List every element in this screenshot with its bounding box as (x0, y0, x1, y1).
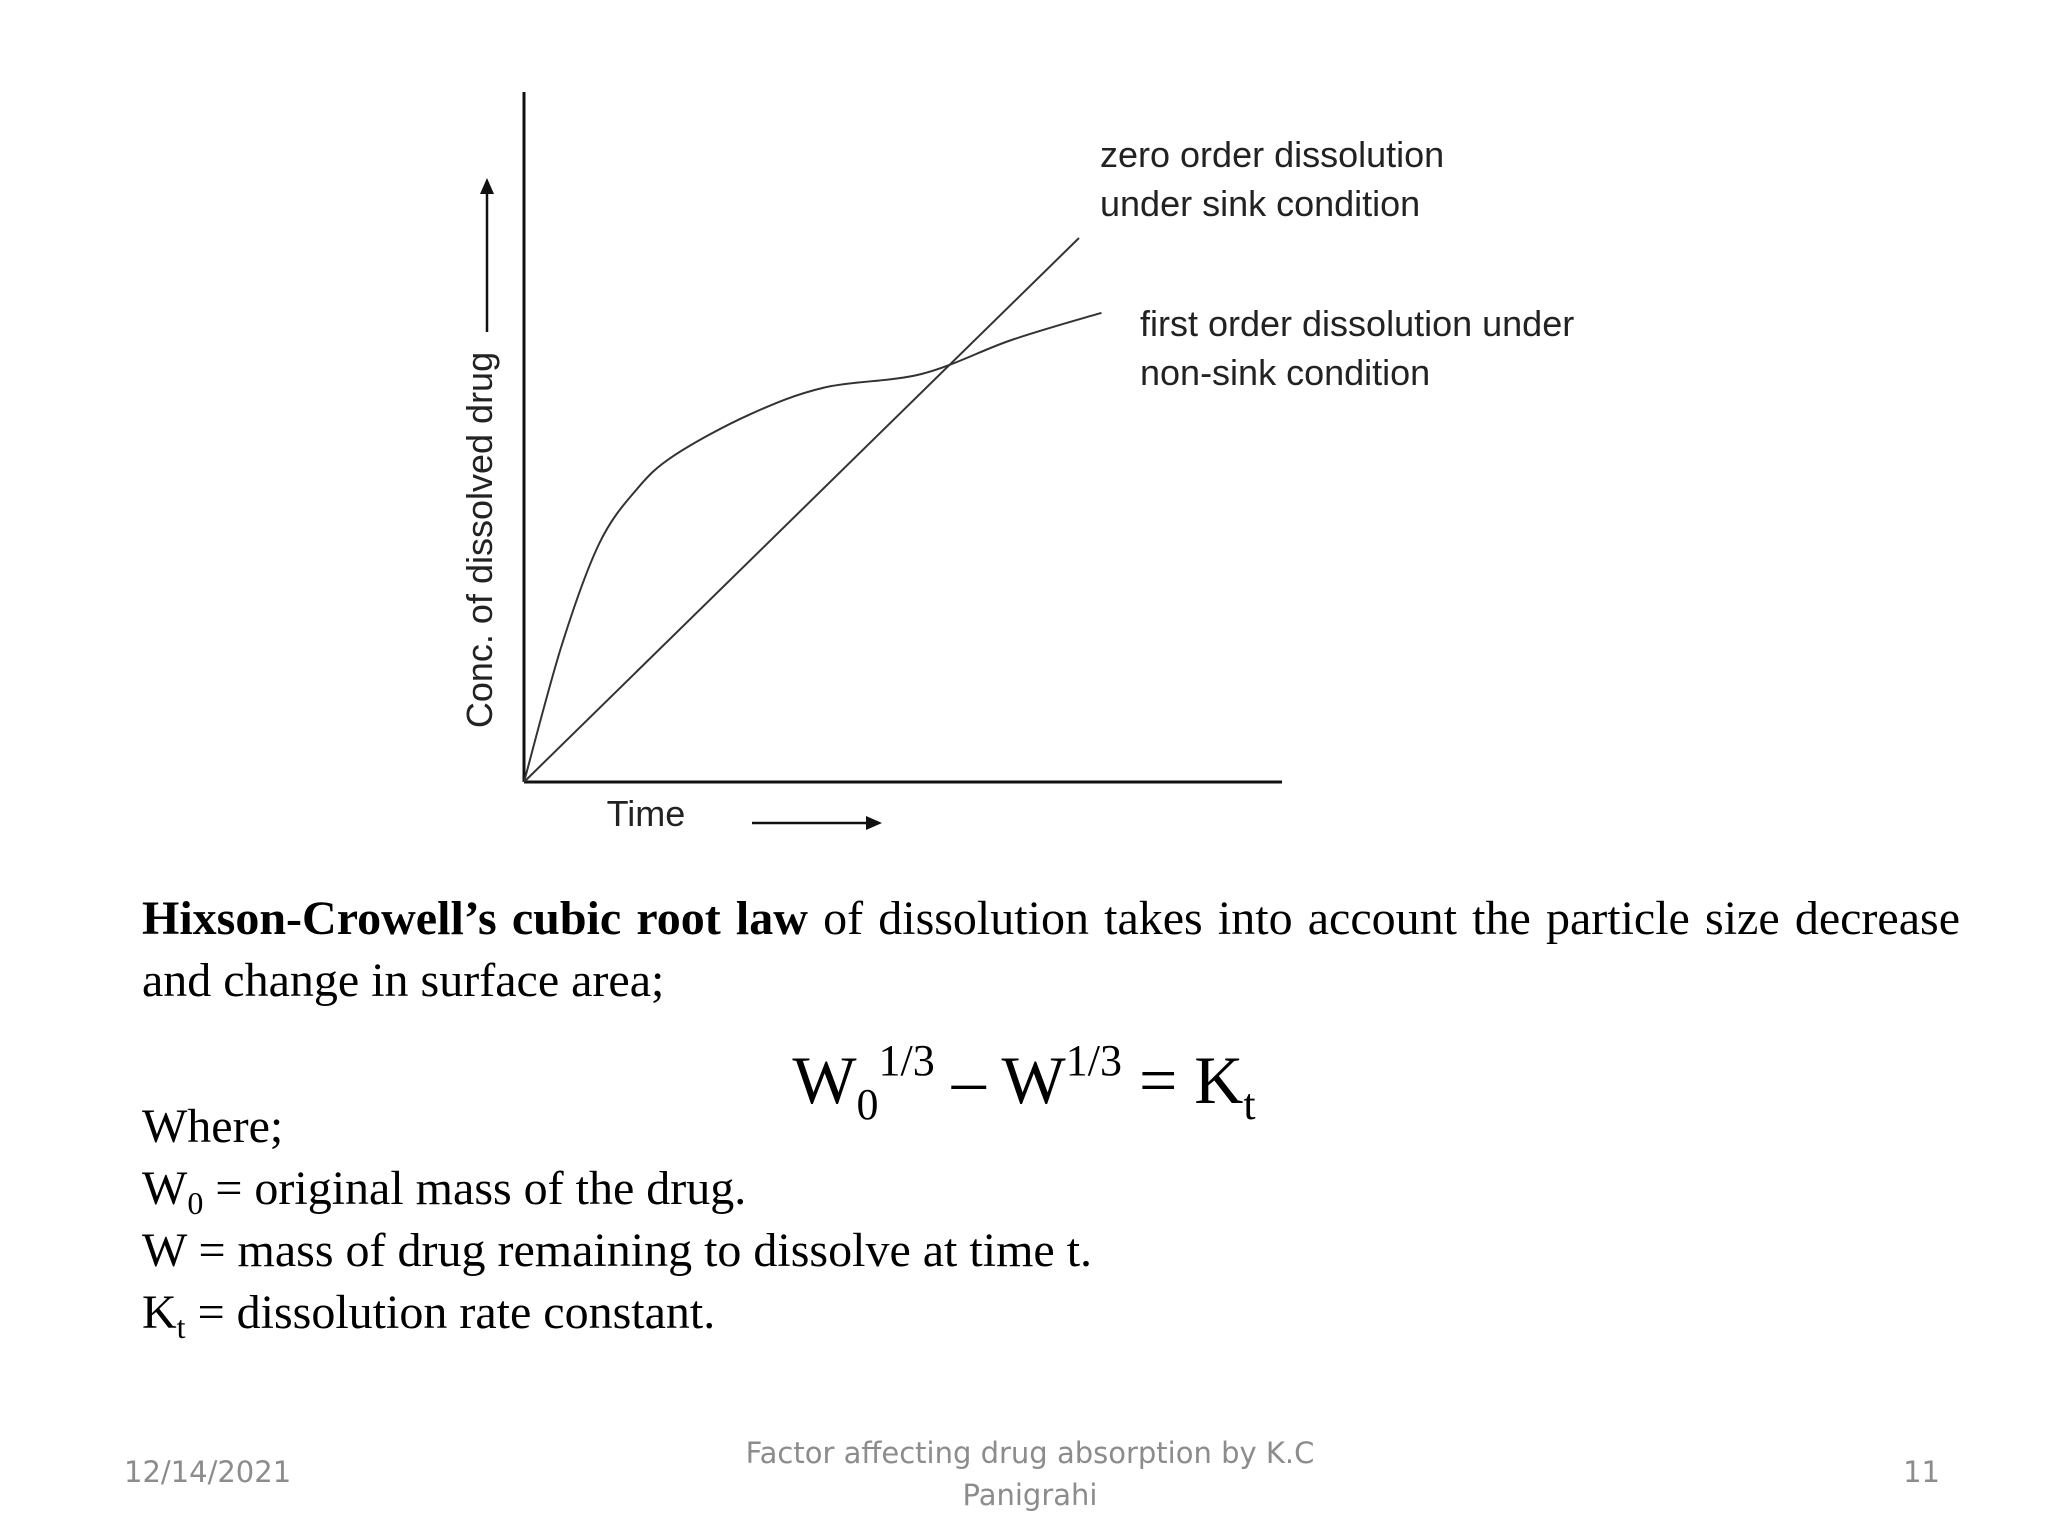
series-line-first-order (524, 313, 1102, 782)
page-number: 11 (1903, 1455, 1940, 1489)
footer-title-line-1: Factor affecting drug absorption by K.C (745, 1436, 1315, 1470)
legend-first-order-line-1: first order dissolution under (1140, 303, 1575, 344)
footer-date: 12/14/2021 (124, 1455, 292, 1489)
hixson-crowell-description (142, 888, 1960, 1012)
definition-w: W = mass of drug remaining to dissolve at time t. (142, 1224, 1093, 1277)
where-label: Where; (142, 1100, 284, 1153)
dissolution-chart (440, 80, 1575, 860)
series-line-zero-order (524, 238, 1079, 782)
x-axis-arrow-head-icon (866, 816, 882, 830)
w0-subscript: 0 (187, 1185, 204, 1221)
w0-text: = original mass of the drug. (215, 1162, 747, 1215)
k-symbol: K (142, 1286, 177, 1339)
k-subscript: t (176, 1309, 186, 1345)
w0-symbol: W (142, 1162, 188, 1215)
law-name: Hixson-Crowell’s cubic root law (142, 892, 808, 945)
eq-k-subscript: t (1243, 1080, 1256, 1129)
x-axis-label: Time (606, 793, 686, 834)
legend-first-order-line-2: non-sink condition (1140, 352, 1431, 393)
description-text: of dissolution takes into account the particle size decrease and change in surface area; (142, 892, 1961, 1007)
k-text: = dissolution rate constant. (197, 1286, 716, 1339)
definition-w0 (142, 1158, 1942, 1220)
y-axis-arrow-head-icon (480, 178, 494, 194)
eq-equals-k: = K (1121, 1042, 1244, 1118)
definition-kt (142, 1282, 1942, 1344)
eq-minus-w: – W (934, 1042, 1066, 1118)
eq-w0-exponent: 1/3 (878, 1036, 935, 1085)
y-axis-label: Conc. of dissolved drug (459, 351, 500, 729)
footer-title (700, 1432, 1360, 1516)
legend-zero-order-line-2: under sink condition (1100, 183, 1421, 224)
definitions (142, 1096, 1942, 1344)
eq-w-exponent: 1/3 (1065, 1036, 1122, 1085)
legend-zero-order-line-1: zero order dissolution (1100, 134, 1445, 175)
footer-title-line-2: Panigrahi (962, 1478, 1098, 1512)
eq-w0-symbol: W (792, 1042, 857, 1118)
eq-w0-subscript: 0 (856, 1080, 879, 1129)
